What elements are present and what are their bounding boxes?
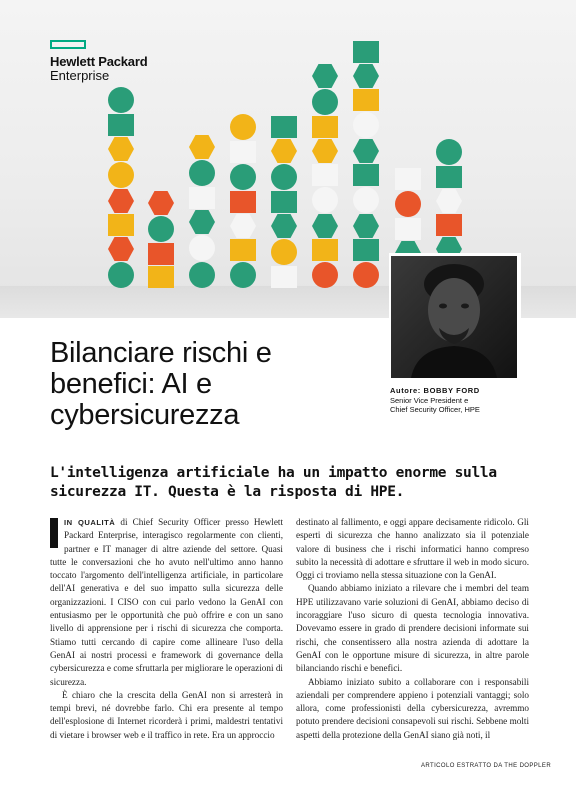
logo-line1: Hewlett Packard (50, 54, 148, 69)
author-name: Autore: BOBBY FORD (390, 386, 480, 395)
paragraph: È chiaro che la crescita della GenAI non si arresterà in tempi brevi, né dovrebbe farlo. Chi era presente al tempo dell'esplosione di Internet ricorderà i primi, maldestri tentativi di vietare i browser web e il traffico in rete. Era un approccio (50, 689, 283, 740)
drop-bar (50, 518, 58, 548)
block-stack (271, 116, 297, 288)
paragraph-text: di Chief Security Officer presso Hewlett Packard Enterprise, interagisco regolarmente con clienti, partner e IT manager di altre aziende del settore. Quasi tutte le conversazioni che ho avuto nell'ultimo anno hanno toccato l'argomento dell'intelligenza artificiale, in particolare dell'AI generativa e del suo impatto sulla sicurezza delle organizzazioni. I CISO con cui parlo vedono la GenAI con entusiasmo per le opportunità che può offrire e con un sano livello di apprensione per i rischi di sicurezza che comporta. Stiamo tutti cercando di capire come allineare l'uso della GenAI ai nostri processi e framework di governance della cybersicurezza e come sfruttarla per migliorare le operazioni di sicurezza. (50, 517, 283, 687)
lead-caps: IN QUALITÀ (64, 518, 116, 527)
hpe-logo (50, 40, 147, 83)
paragraph: Abbiamo iniziato subito a collaborare con i responsabili aziendali per comprendere appieno i potenziali vantaggi; solo allora, come professionisti della cybersicurezza, avremmo potuto prendere decisioni consapevoli sui rischi. Sebbene molti aspetti della protezione della GenAI siano già noti, il (296, 676, 529, 740)
block-stack (189, 135, 215, 288)
block-stack (108, 87, 134, 288)
logo-line2: Enterprise (50, 68, 110, 83)
person-silhouette-icon (391, 256, 517, 378)
block-stack (148, 191, 174, 288)
block-stack (230, 114, 256, 288)
block-stack (353, 41, 379, 288)
author-byline (390, 386, 540, 415)
body-column-2 (296, 516, 529, 742)
author-role-line1: Senior Vice President e (390, 395, 469, 405)
article-title: Bilanciare rischi e benefici: AI e cybersicurezza (50, 337, 272, 431)
logo-element-icon (50, 40, 86, 49)
paragraph (50, 516, 283, 689)
paragraph: Quando abbiamo iniziato a rilevare che i membri del team HPE utilizzavano varie soluzioni di GenAI, abbiamo deciso di incoraggiare l'uso sicuro di questa tecnologia innovativa. Dovevamo essere in grado di prendere decisioni informate sui rischi, che consentissero alla nostra azienda di adottare la GenAI con le opportune misure di sicurezza, in altre parole bilanciando rischi e benefici. (296, 583, 529, 674)
block-stack (312, 64, 338, 288)
author-portrait (389, 253, 521, 381)
author-role-line2: Chief Security Officer, HPE (390, 405, 480, 414)
article-subtitle: L'intelligenza artificiale ha un impatto enorme sulla sicurezza IT. Questa è la risposta di HPE. (50, 465, 497, 500)
footer-source: ARTICOLO ESTRATTO DA THE DOPPLER (421, 763, 552, 769)
body-column-1 (50, 516, 283, 742)
paragraph: destinato al fallimento, e oggi appare decisamente ridicolo. Gli esperti di sicurezza che hanno analizzato sia il potenziale valore di business che i rischi informatici hanno compreso subito la necessità di adottare e sfruttare il web in modo sicuro. Oggi ci troviamo nella stessa situazione con la GenAI. (296, 517, 529, 581)
